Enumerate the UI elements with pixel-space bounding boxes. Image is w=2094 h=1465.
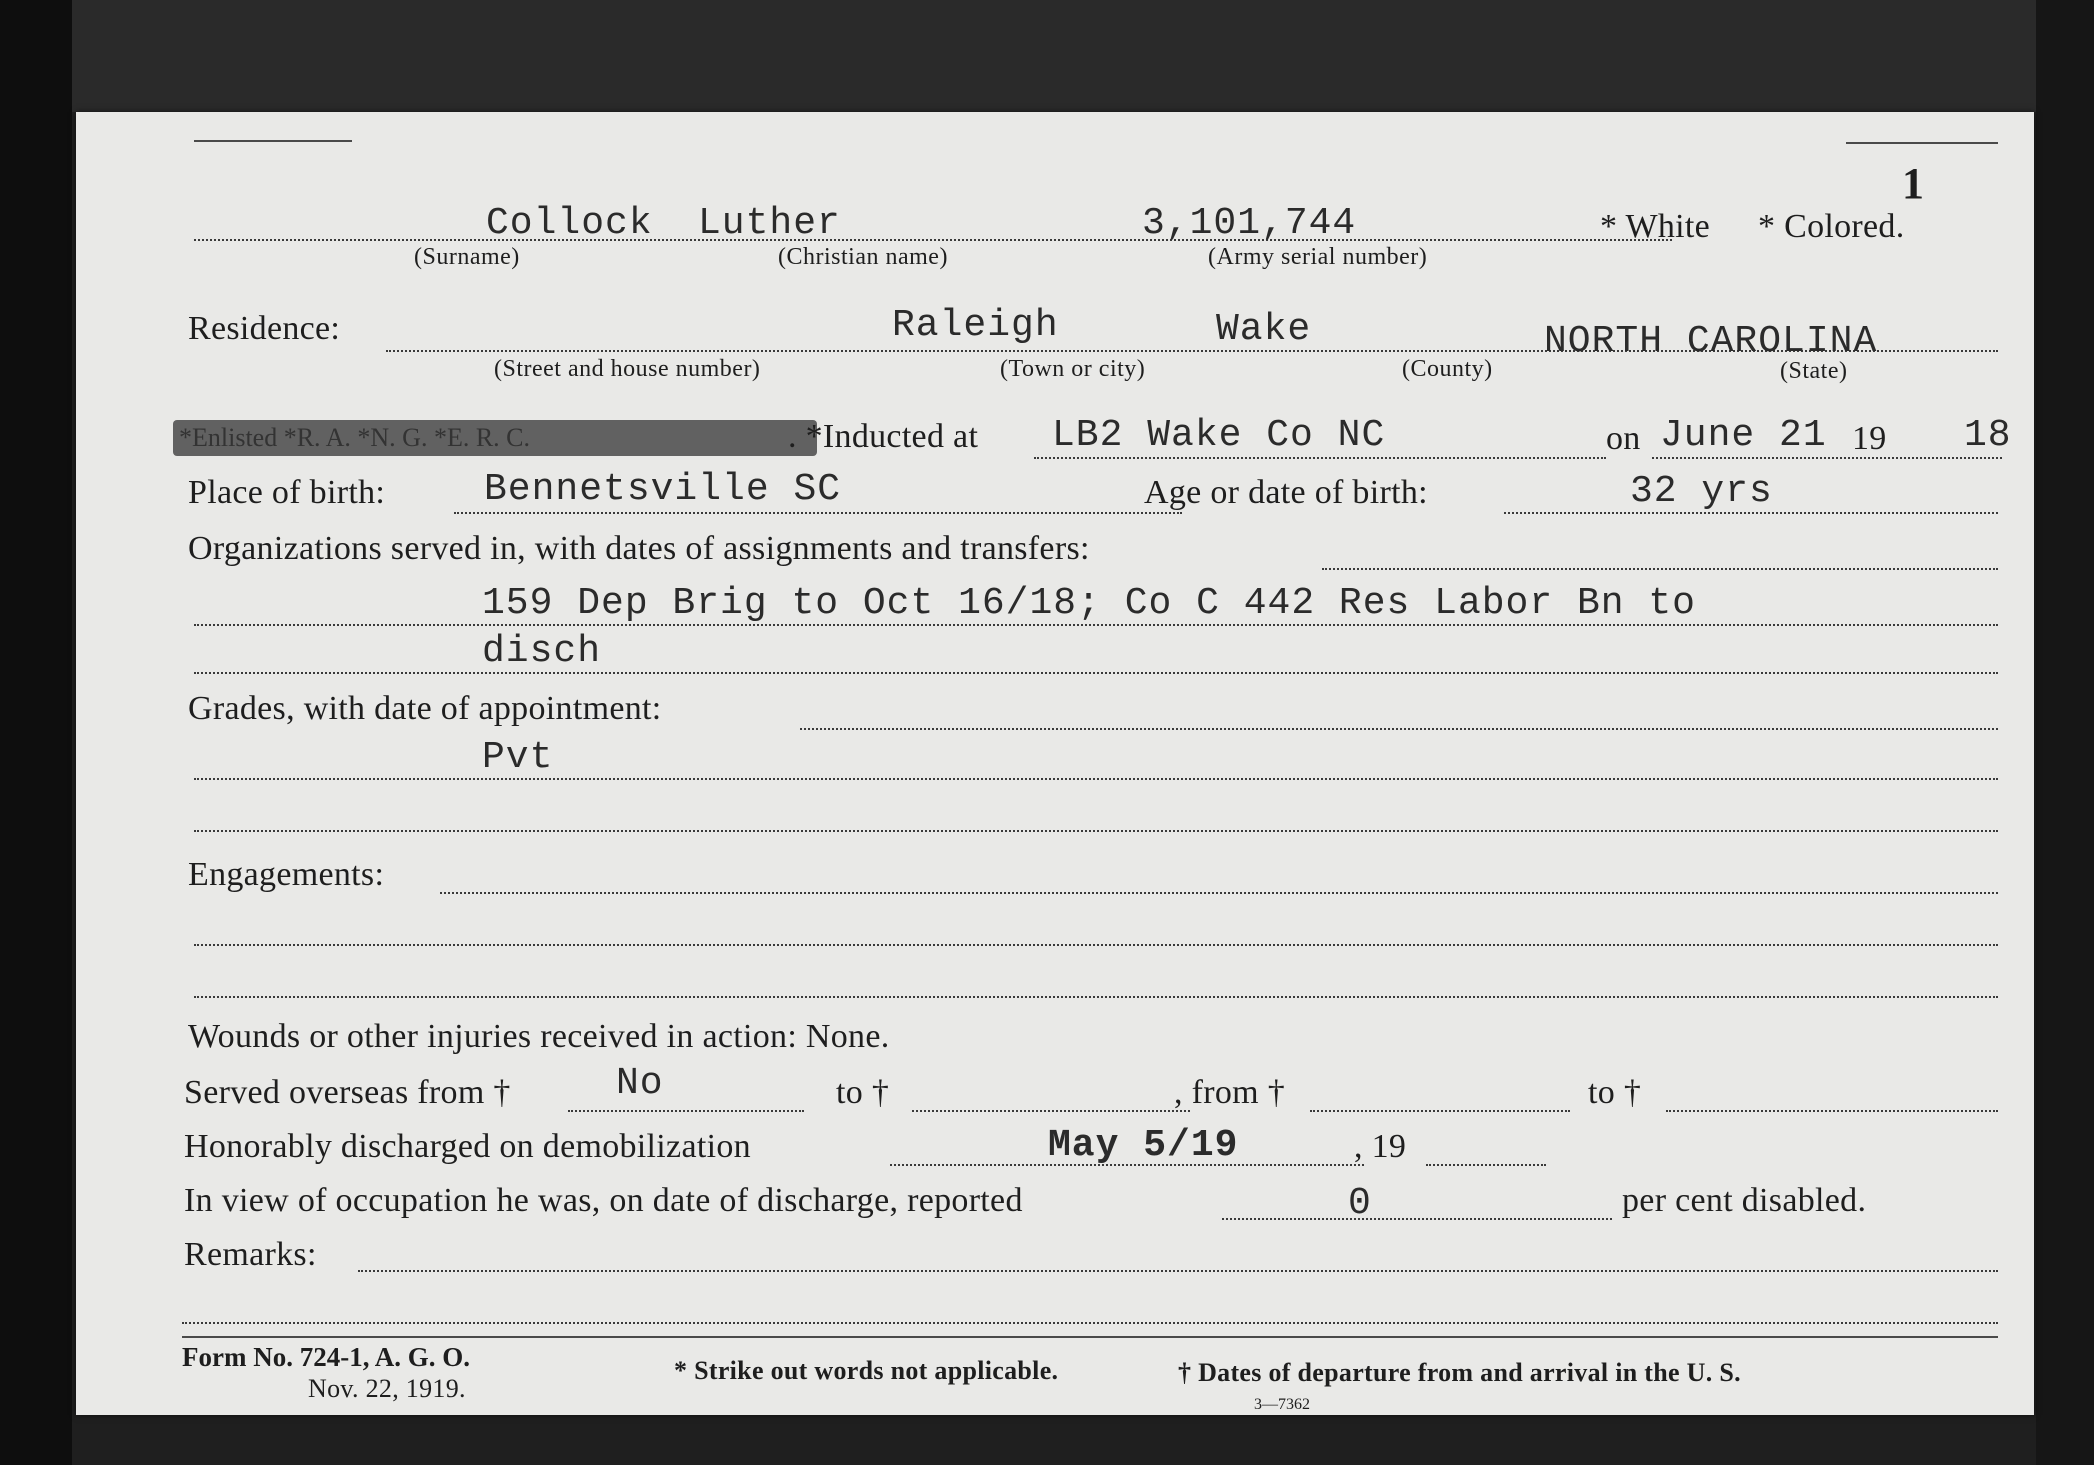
occupation-label: In view of occupation he was, on date of discharge, reported — [184, 1182, 1023, 1219]
discharge-year-label: , 19 — [1354, 1128, 1407, 1165]
grades-label: Grades, with date of appointment: — [188, 690, 662, 727]
overseas-label: Served overseas from † — [184, 1074, 511, 1111]
grades-label-line — [800, 728, 1998, 730]
year-suffix-value: 18 — [1964, 414, 2012, 457]
inducted-date-line — [1652, 457, 2002, 459]
birth-line — [454, 512, 1182, 514]
binder-edge — [0, 0, 72, 1465]
overseas-to-line-2 — [1666, 1110, 1998, 1112]
inducted-at-value: LB2 Wake Co NC — [1052, 414, 1386, 457]
serial-number-caption: (Army serial number) — [1208, 244, 1428, 270]
disabled-line — [1222, 1218, 1612, 1220]
race-white-option: * White — [1600, 208, 1711, 245]
top-left-rule — [194, 140, 352, 142]
form-date: Nov. 22, 1919. — [308, 1374, 466, 1403]
overseas-value: No — [616, 1062, 664, 1105]
organizations-label: Organizations served in, with dates of assignments and transfers: — [188, 530, 1090, 567]
surname-caption: (Surname) — [414, 244, 520, 270]
christian-name-value: Luther — [698, 202, 841, 245]
age-value: 32 yrs — [1630, 470, 1773, 513]
engagements-line-2 — [194, 944, 1998, 946]
scan-background-right — [2036, 0, 2094, 1465]
residence-state-value: NORTH CAROLINA — [1544, 320, 1878, 363]
inducted-date-value: June 21 — [1660, 414, 1827, 457]
dates-note: † Dates of departure from and arrival in the U. S. — [1178, 1358, 1741, 1387]
card-number: 1 — [1902, 159, 1925, 208]
organizations-line-2 — [194, 672, 1998, 674]
discharge-date-value: May 5/19 — [1048, 1124, 1239, 1167]
engagements-line-1 — [440, 892, 1998, 894]
form-number: Form No. 724-1, A. G. O. — [182, 1342, 470, 1372]
residence-county-value: Wake — [1216, 308, 1312, 351]
service-record-card — [76, 112, 2034, 1415]
residence-label: Residence: — [188, 310, 341, 347]
organizations-value-1: 159 Dep Brig to Oct 16/18; Co C 442 Res Labor Bn to — [482, 582, 1696, 625]
engagements-label: Engagements: — [188, 856, 385, 893]
remarks-line-1 — [358, 1270, 1998, 1272]
remarks-line-2 — [182, 1322, 1998, 1324]
discharge-label: Honorably discharged on demobilization — [184, 1128, 751, 1165]
on-label: on — [1606, 420, 1641, 457]
print-code: 3—7362 — [1254, 1396, 1310, 1413]
serial-number-value: 3,101,744 — [1142, 202, 1357, 245]
engagements-line-3 — [194, 996, 1998, 998]
town-caption: (Town or city) — [1000, 356, 1146, 382]
street-caption: (Street and house number) — [494, 356, 761, 382]
inducted-line — [1034, 457, 1606, 459]
organizations-value-2: disch — [482, 630, 602, 673]
grades-line-2 — [194, 830, 1998, 832]
footer-rule — [182, 1336, 1998, 1338]
wounds-label: Wounds or other injuries received in action: None. — [188, 1018, 890, 1055]
overseas-to-label-2: to † — [1588, 1074, 1642, 1111]
birth-label: Place of birth: — [188, 474, 386, 511]
discharge-year-line — [1426, 1164, 1546, 1166]
age-label: Age or date of birth: — [1144, 474, 1428, 511]
grades-line-1 — [194, 778, 1998, 780]
birth-place-value: Bennetsville SC — [484, 468, 842, 511]
disabled-value: 0 — [1348, 1182, 1372, 1225]
overseas-to-label: to † — [836, 1074, 890, 1111]
strike-note: * Strike out words not applicable. — [674, 1356, 1059, 1385]
overseas-to-line — [912, 1110, 1190, 1112]
overseas-from-label: , from † — [1174, 1074, 1285, 1111]
remarks-label: Remarks: — [184, 1236, 317, 1273]
name-line — [194, 239, 1672, 241]
top-right-rule — [1846, 142, 1998, 144]
grade-value: Pvt — [482, 736, 554, 779]
year-prefix: 19 — [1852, 420, 1887, 457]
residence-town-value: Raleigh — [892, 304, 1059, 347]
overseas-from-line — [568, 1110, 804, 1112]
redacted-enlisted-options: *Enlisted *R. A. *N. G. *E. R. C. — [173, 420, 817, 456]
county-caption: (County) — [1402, 356, 1493, 382]
surname-value: Collock — [486, 202, 653, 245]
scan-background-top — [0, 0, 2094, 112]
christian-name-caption: (Christian name) — [778, 244, 948, 270]
inducted-label: . *Inducted at — [788, 418, 979, 455]
race-colored-option: * Colored. — [1758, 208, 1905, 245]
organizations-label-line — [1322, 568, 1998, 570]
overseas-from-line-2 — [1310, 1110, 1570, 1112]
state-caption: (State) — [1780, 358, 1848, 384]
disabled-label: per cent disabled. — [1622, 1182, 1867, 1219]
